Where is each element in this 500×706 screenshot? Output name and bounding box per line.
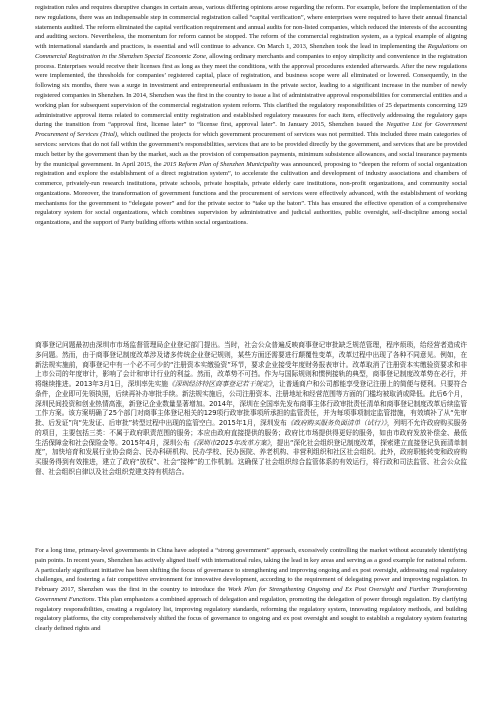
zh-negative-list-title-italic: 《政府购买服务负面清单（试行）》 — [286, 419, 387, 427]
paragraph-1-text-a: registration rules and requires disruptive changes in certain areas, various differing opinions arose regarding the reform. For example, before the implementation of the new regulations, there was an indispensable step in commercial registration called “capital verification”, where enterprises were required to have their annual financial statements audited. The reform eliminated the capital verification requirement and annual audits for non-listed companies, which reduced the interests of the accounting and auditing sectors. Nevertheless, the momentum for reform cannot be stopped. The reform of the commercial registration system, as a typical example of aligning with international standards and practices, is essential and will continue to advance. On March 1, 2013, Shenzhen took the lead in implementing the — [35, 4, 467, 51]
work-plan-title-italic: Work Plan for Strengthening Ongoing and Ex Post Oversight and Further Transforming Government Functions — [35, 586, 467, 603]
paragraph-chinese — [35, 341, 467, 537]
zh-reform-plan-title-italic: 《深圳市2015年改革方案》 — [189, 438, 270, 447]
paragraph-zh-text-d: ，提出“深化社会组织登记制度改革，探索建立直接登记负面清单制度”，加快培育和发展行业协会商会、民办科研机构、民办学校、民办医院、养老机构、非营利组织和社区社会组织。此外，政府职能转变和政府购买服务得到有效推进，建立了政府“放权”、社会“接棒”的工作机制。这确保了社会组织综合监管体系的有效运行，将行政和司法监管、社会公众监督、社会组织自律以及社会组织党建支持有机结合。 — [35, 438, 467, 476]
paragraph-1-text-c: , which outlined the projects for which government procurement of services was not permitted. This included three main categories of services: services that do not fall within the government’s responsibilities, services that are to be provided directly by the government, and services that are be provided much better by the government than by the market, such as the provision of compensation payments, minimum subsistence allowances, and social insurance payments by the municipal government. In April 2015, the — [35, 131, 467, 168]
document-page — [35, 3, 467, 633]
paragraph-2-text-b: . This plan emphasizes a combined approach of delegation and regulation, promoting the delegation of power through regulation. By clarifying regulatory responsibilities, creating a regulatory list, improving regulatory standards, reforming the regulatory system, innovating regulatory methods, and building regulatory platforms, the city comprehensively shifted the focus of governance to ongoing and ex post oversight and sought to establish a regulatory system featuring clearly defined rights and — [35, 595, 467, 633]
paragraph-zh-text-b: ，让普通商户和公司都能享受登记注册上的简便与便利。只要符合条件，企业即可先领执照，后续再补办审批手续。新法规实施后，公司注册资本、注册地址和经营范围等方面的门槛均被取消或降低。此后6个月，深圳民间投资和创业热情高涨，新登记企业数量显著增加。2014年，深圳在全国率先发布商事主体行政审批责任清单和商事登记制度改革后续监管工作方案。该方案明确了25个部门对商事主体登记相关的129项行政审批事项所承担的监管责任，并为每项事项制定监管措施，有效填补了从“先审批、后发证”向“先发证、后审批”转型过程中出现的监管空白。2015年1月，深圳发布 — [35, 380, 467, 427]
regulations-title-italic: Regulations on Commercial Registration in the Shenzhen Special Economic Zone — [35, 43, 467, 60]
paragraph-2-text-a: For a long time, primary-level governments in China have adopted a “strong government” approach, excessively controlling the market without accurately identifying pain points. In recent years, Shenzhen has actively aligned itself with international rules, taking the lead in key areas and serving as a good example for national reform. A particularly significant initiative has been shifting the focus of governance to strengthening and improving ongoing and ex post oversight, addressing real regulatory challenges, and fostering a fair competitive environment for innovative development, according to the requirement of delegating power and improving regulation. In February 2017, Shenzhen was the first in the country to introduce the — [35, 547, 467, 594]
reform-plan-title-italic: 2015 Reform Plan of Shenzhen Municipality — [163, 160, 280, 168]
paragraph-zh-text-a: 商事登记问题最初由深圳市市场监督管理局企业登记部门提出。当时，社会公众普遍反映商事登记审批缺乏规范管理，程序烦琐，给经营者造成许多问题。然而，由于商事登记制度改革涉及诸多传统企业登记规则，某些方面还需要进行颠覆性变革，改革过程中出现了各种不同意见。例如，在新法规实施前，商事登记中有一个必不可少的“注册资本实缴验资”环节，要求企业接受年度财务报表审计。改革取消了注册资本实缴验资要求和非上市公司的年度审计，影响了会计和审计行业的利益。然而，改革势不可挡。作为与国际规则和惯例接轨的典型，商事登记制度改革势在必行，并将继续推进。2013年3月1日，深圳率先实施 — [35, 341, 467, 388]
paragraph-zh-text-c: ，列明不允许政府购买服务的项目，主要包括三类：不属于政府职责范围的服务；本应由政府直接提供的服务；政府比市场提供得更好的服务，如由市政府发放补偿金、最低生活保障金和社会保险金等。2015年4月，深圳公布 — [35, 419, 467, 447]
paragraph-1-text-b: , allowing ordinary merchants and companies to enjoy simplicity and convenience in the registration process. Enterprises would receive their licenses first as long as they meet the conditions, with the approval procedures extended afterwards. After the new regulations were implemented, the thresholds for companies’ registered capital, place of registration, and business scope were all eliminated or lowered. Consequently, in the following six months, there was a surge in investment and entrepreneurial enthusiasm in the private sector, leading to a significant increase in the number of newly registered companies in Shenzhen. In 2014, Shenzhen was the first in the country to issue a list of administrative approval responsibilities for commercial entities and a working plan for subsequent supervision of the commercial registration system reform. This clarified the regulatory responsibilities of 25 departments concerning 129 administrative approval items related to commercial entity registration and established regulatory measures for each item, effectively addressing the regulatory gaps during the transition from “approval first, license later” to “license first, approval later”. In January 2015, Shenzhen issued the — [35, 52, 467, 129]
zh-regulations-title-italic: 《深圳经济特区商事登记若干规定》 — [167, 380, 273, 388]
paragraph-english-1 — [35, 3, 467, 331]
paragraph-1-text-d: was announced, proposing to “deepen the reform of social organization registration and explore the establishment of a direct registration system”, to accelerate the cultivation and development of industry associations and chambers of commerce, privately-run research institutions, private schools, private hospitals, private elderly care institutions, non-profit organizations, and community social organizations. Moreover, the transformation of government functions and the procurement of services were effectively advanced, with the establishment of working mechanisms for the government to “delegate power” and for the private sector to “take up the baton”. This has ensured the effective operation of a comprehensive regulatory system for social organizations, which combines supervision by administrative and judicial authorities, public oversight, self-discipline among social organizations, and the support of Party building efforts within social organizations. — [35, 160, 467, 227]
paragraph-english-2 — [35, 546, 467, 706]
negative-list-title-italic: Negative List for Government Procurement of Services (Trial) — [35, 121, 467, 139]
